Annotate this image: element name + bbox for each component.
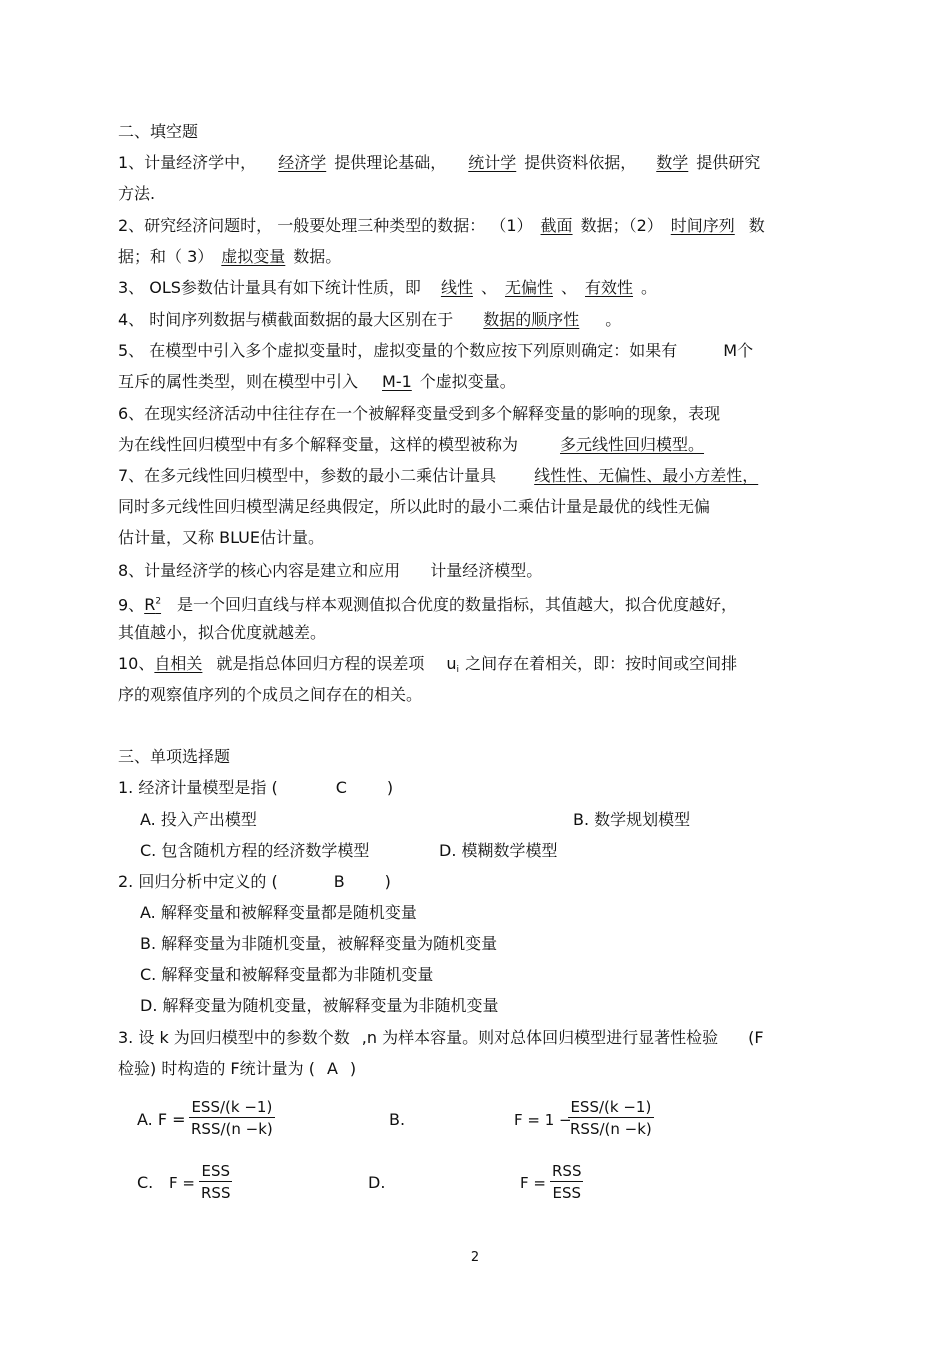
fill-q7-line3: 估计量，又称 BLUE估计量。 xyxy=(118,528,325,547)
blank-answer: 多元线性回归模型。 xyxy=(560,435,705,454)
fill-q9-line1: 9、$R^2$ 是一个回归直线与样本观测值拟合优度的数量指标，其值越大，拟合优度越好， xyxy=(118,595,738,615)
fill-q5-line2: 互斥的属性类型，则在模型中引入 M-1 个虚拟变量。 xyxy=(118,372,516,391)
fill-q9-line2: 其值越小，拟合优度就越差。 xyxy=(118,623,327,642)
choice-q1-stem: 1. 经济计量模型是指 ( C ) xyxy=(118,778,394,797)
error-term-symbol: ui xyxy=(446,654,460,675)
fill-q5-line1: 5、 在模型中引入多个虚拟变量时，虚拟变量的个数应按下列原则确定：如果有 M个 xyxy=(118,341,754,360)
choice-q3-option-c-label: C. xyxy=(137,1173,154,1192)
choice-q3-line1: 3. 设 k 为回归模型中的参数个数 ,n 为样本容量。则对总体回归模型进行显著性检验 (F xyxy=(118,1028,764,1047)
blank-answer: 数学 xyxy=(656,153,689,172)
fill-q8: 8、计量经济学的核心内容是建立和应用 计量经济模型。 xyxy=(118,561,543,580)
choice-q2-option-c: C. 解释变量和被解释变量都为非随机变量 xyxy=(140,965,434,984)
blank-answer: 截面 xyxy=(540,216,573,235)
blank-answer: 数据的顺序性 xyxy=(483,310,580,329)
blank-answer: 自相关 xyxy=(154,654,203,673)
blank-answer: M-1 xyxy=(382,372,412,391)
choice-q1-option-a: A. 投入产出模型 xyxy=(140,810,257,829)
formula-fraction-c: ESS RSS xyxy=(201,1162,231,1202)
choice-q3-line2: 检验) 时构造的 F统计量为 ( A ) xyxy=(118,1059,357,1078)
blank-answer: 时间序列 xyxy=(670,216,735,235)
fill-q7-line1: 7、在多元线性回归模型中，参数的最小二乘估计量具 线性性、无偏性、最小方差性， xyxy=(118,466,759,485)
fill-q1-line2: 方法. xyxy=(118,184,156,203)
choice-q1-option-d: D. 模糊数学模型 xyxy=(439,841,558,860)
fill-q4: 4、 时间序列数据与横截面数据的最大区别在于 数据的顺序性 。 xyxy=(118,310,622,329)
choice-answer: A xyxy=(326,1059,338,1078)
section-heading-fill: 二、填空题 xyxy=(118,122,199,141)
formula-prefix-c: F = xyxy=(169,1174,195,1192)
blank-answer: 虚拟变量 xyxy=(221,247,286,266)
blank-answer: 线性性、无偏性、最小方差性， xyxy=(534,466,759,485)
choice-q3-option-a-label: A. F = xyxy=(137,1110,186,1129)
blank-answer: 统计学 xyxy=(468,153,517,172)
formula-prefix-b: F = 1 − xyxy=(514,1111,572,1129)
r-squared-symbol: $R^2$ xyxy=(144,595,162,615)
blank-answer: 有效性 xyxy=(585,278,634,297)
blank-answer: 无偏性 xyxy=(504,278,553,297)
fill-q2-line2: 据；和（ 3） 虚拟变量 数据。 xyxy=(118,247,342,266)
choice-q2-stem: 2. 回归分析中定义的 ( B ) xyxy=(118,872,391,891)
choice-q2-option-a: A. 解释变量和被解释变量都是随机变量 xyxy=(140,903,417,922)
fill-q6-line1: 6、在现实经济活动中往往存在一个被解释变量受到多个解释变量的影响的现象，表现 xyxy=(118,404,721,423)
choice-q3-option-b-label: B. xyxy=(389,1110,406,1129)
choice-answer: C xyxy=(335,778,347,797)
blank-answer: 线性 xyxy=(440,278,473,297)
section-heading-choice: 三、单项选择题 xyxy=(118,747,231,766)
formula-prefix-d: F = xyxy=(520,1174,546,1192)
fill-q10-line1: 10、自相关 就是指总体回归方程的误差项 ui 之间存在着相关，即：按时间或空间排 xyxy=(118,654,738,675)
fill-q7-line2: 同时多元线性回归模型满足经典假定，所以此时的最小二乘估计量是最优的线性无偏 xyxy=(118,497,711,516)
fill-q6-line2: 为在线性回归模型中有多个解释变量，这样的模型被称为 多元线性回归模型。 xyxy=(118,435,705,454)
fill-q3: 3、 OLS参数估计量具有如下统计性质，即 线性 、 无偏性 、 有效性 。 xyxy=(118,278,658,297)
fill-q1-line1: 1、计量经济学中， 经济学 提供理论基础， 统计学 提供资料依据， 数学 提供研究 xyxy=(118,153,761,172)
fill-q10-line2: 序的观察值序列的个成员之间存在的相关。 xyxy=(118,685,423,704)
choice-q2-option-b: B. 解释变量为非随机变量，被解释变量为随机变量 xyxy=(140,934,498,953)
formula-fraction-b: ESS/(k −1) RSS/(n −k) xyxy=(570,1098,652,1138)
choice-answer: B xyxy=(333,872,345,891)
blank-answer: 经济学 xyxy=(278,153,327,172)
formula-fraction-d: RSS ESS xyxy=(552,1162,582,1202)
choice-q1-option-b: B. 数学规划模型 xyxy=(573,810,691,829)
choice-q2-option-d: D. 解释变量为随机变量，被解释变量为非随机变量 xyxy=(140,996,499,1015)
page-number: 2 xyxy=(470,1250,480,1265)
formula-fraction-a: ESS/(k −1) RSS/(n −k) xyxy=(191,1098,273,1138)
choice-q3-option-d-label: D. xyxy=(368,1173,386,1192)
choice-q1-option-c: C. 包含随机方程的经济数学模型 xyxy=(140,841,370,860)
fill-q2-line1: 2、研究经济问题时， 一般要处理三种类型的数据： （1） 截面 数据；（2） 时间序列 数 xyxy=(118,216,765,235)
